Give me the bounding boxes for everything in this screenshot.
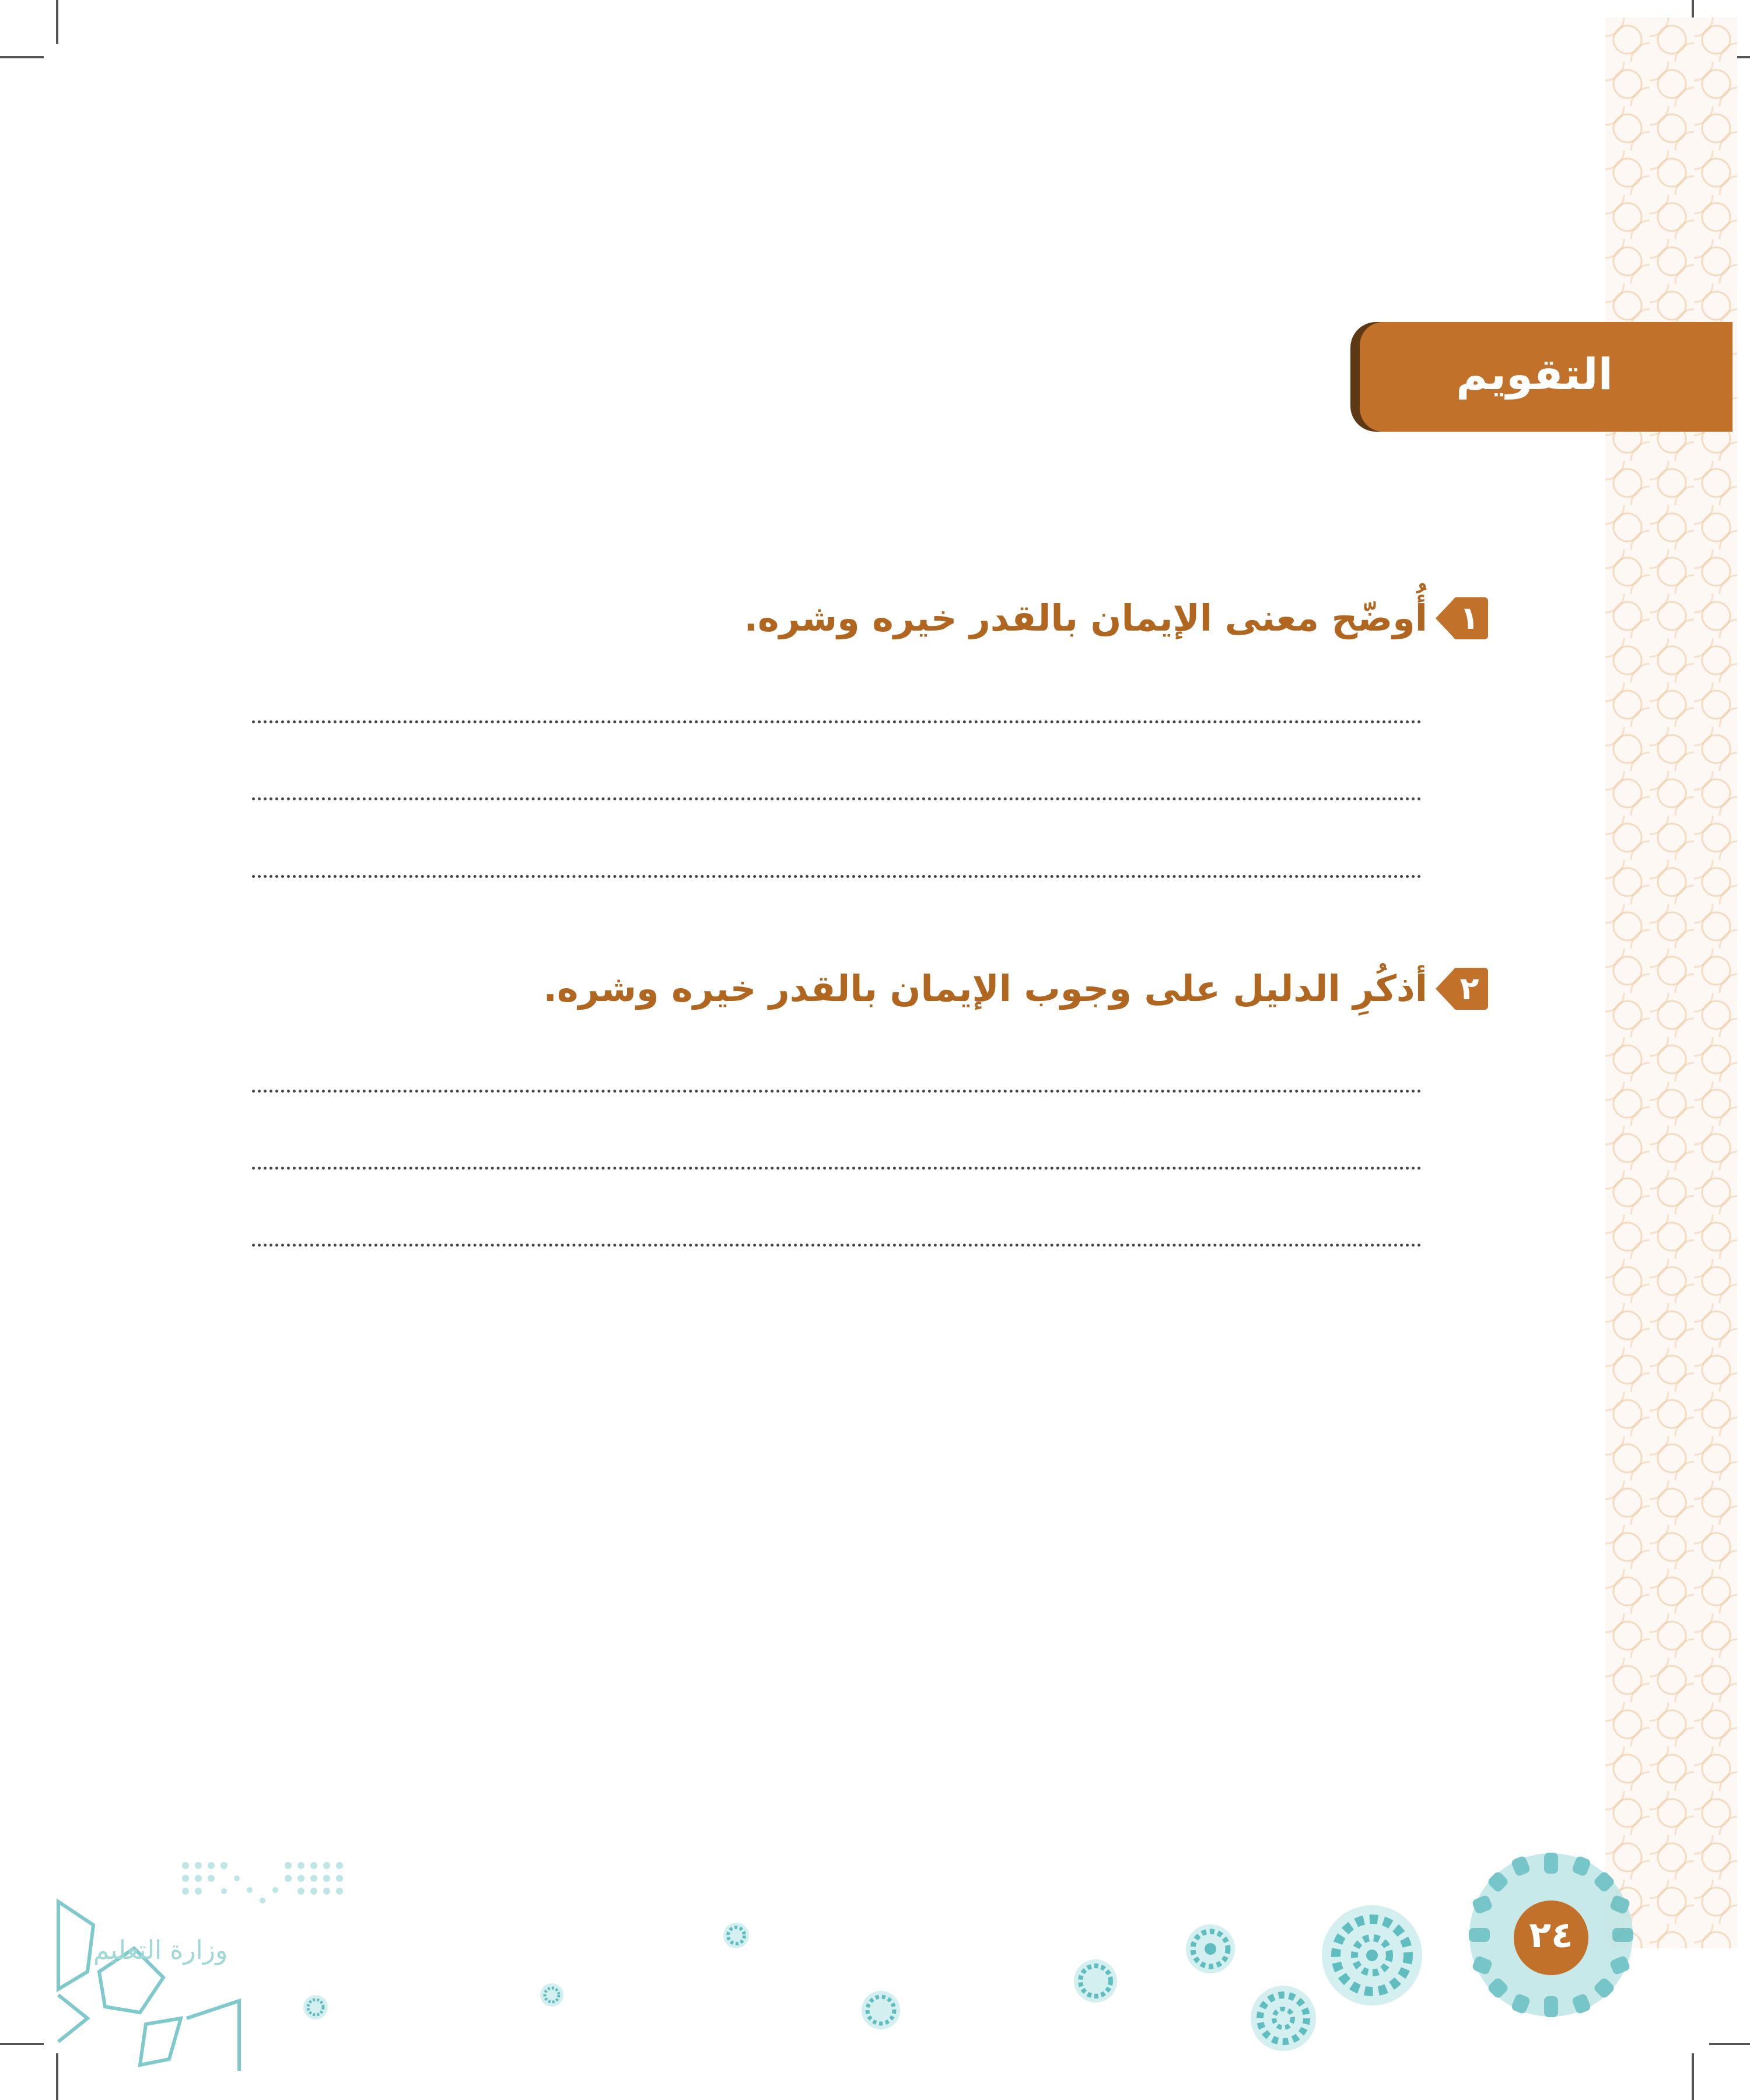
question-1 (744, 592, 1490, 645)
crop-mark (56, 0, 58, 44)
answer-line[interactable] (252, 1090, 1422, 1093)
rosette-ornament-icon (539, 1982, 565, 2008)
rosette-ornament-icon (1072, 1958, 1119, 2004)
question-marker (1436, 595, 1490, 642)
question-marker (1436, 965, 1490, 1012)
question-text: أذكُرِ الدليل على وجوب الإيمان بالقدر خيره وشره. (543, 967, 1427, 1010)
rosette-ornament-icon (1184, 1923, 1237, 1975)
page-number: ٢٤ (1529, 1913, 1573, 1956)
question-text: أُوضّح معنى الإيمان بالقدر خيره وشره. (744, 597, 1427, 639)
question-number: ٢ (1460, 970, 1479, 1007)
ministry-name: وزارة التعليم (93, 1936, 228, 1965)
rosette-ornament-icon (722, 1922, 750, 1950)
rosette-ornament-icon (860, 1989, 902, 2031)
answer-line[interactable] (252, 797, 1422, 800)
answer-line[interactable] (252, 875, 1422, 878)
rosette-ornament-icon (1320, 1903, 1424, 2008)
answer-line[interactable] (252, 720, 1422, 723)
crop-mark (1692, 2053, 1694, 2100)
side-pattern-strip (1605, 18, 1737, 1948)
question-number: ١ (1460, 600, 1479, 636)
crop-mark (0, 56, 44, 58)
rosette-ornament-icon (1248, 1983, 1318, 2053)
ministry-logo-icon (52, 1855, 379, 2088)
answer-line[interactable] (252, 1167, 1422, 1170)
crop-mark (0, 2043, 44, 2045)
crop-mark (1709, 2043, 1750, 2045)
question-2 (543, 963, 1490, 1015)
section-title: التقويم (1456, 349, 1613, 400)
answer-line[interactable] (252, 1244, 1422, 1247)
